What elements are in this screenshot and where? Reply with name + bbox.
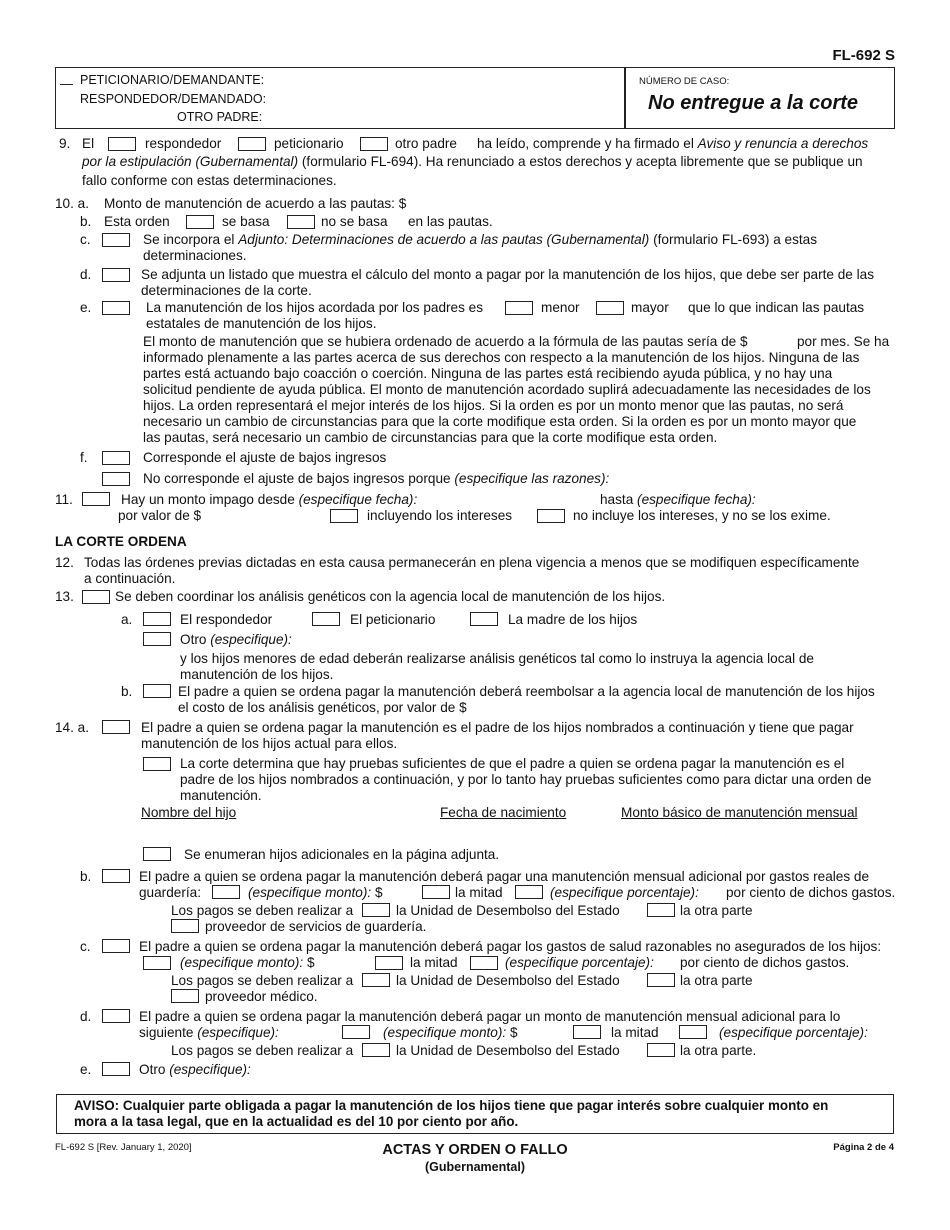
item-9-line-3: fallo conforme con estas determinaciones.	[82, 173, 337, 188]
item-10a-text: Monto de manutención de acuerdo a las pautas: $	[104, 196, 407, 211]
item-13-number: 13.	[55, 589, 74, 604]
item-14d-percent-checkbox[interactable]	[679, 1025, 707, 1039]
item-14b-half-label: la mitad	[455, 885, 503, 900]
item-14d-pay-label: Los pagos se deben realizar a	[171, 1043, 354, 1058]
item-14d-half-label: la mitad	[611, 1025, 659, 1040]
item-14c-sdu-label: la Unidad de Desembolso del Estado	[396, 973, 620, 988]
item-14b-percent-checkbox[interactable]	[515, 885, 543, 899]
item-10f-applies-checkbox[interactable]	[102, 451, 130, 465]
item-10f-not-applies-checkbox[interactable]	[102, 472, 130, 486]
item-13-checkbox[interactable]	[82, 590, 110, 604]
item-10d-label: d.	[80, 267, 92, 282]
item-14c-text: El padre a quien se ordena pagar la manutención deberá pagar los gastos de salud razonables no asegurados de los hijos:	[139, 939, 882, 954]
notice-line-2: mora a la tasa legal, que en la actualidad es del 10 por ciento por año.	[74, 1114, 519, 1129]
footer-title: ACTAS Y ORDEN O FALLO	[382, 1142, 568, 1158]
item-13a-line-2: manutención de los hijos.	[180, 667, 334, 682]
item-9-line-2: por la estipulación (Gubernamental) (formulario FL-694). Ha renunciado a estos derechos y acepta libremente que se publique un	[82, 154, 863, 169]
notice-line-1: AVISO: Cualquier parte obligada a pagar la manutención de los hijos tiene que pagar interés sobre cualquier monto en	[74, 1098, 829, 1113]
item-12-text: Todas las órdenes previas dictadas en esta causa permanecerán en plena vigencia a menos que se modifiquen específicamente	[84, 555, 860, 570]
item-10e-more-checkbox[interactable]	[596, 301, 624, 315]
item-14b-amount-checkbox[interactable]	[212, 885, 240, 899]
item-10e-paragraph-line: informado plenamente a las partes acerca de sus derechos con respecto a la manutención de los hijos. Ninguna de las	[143, 350, 860, 365]
item-10f-not-applies-label: No corresponde el ajuste de bajos ingresos porque (especifique las razones):	[143, 471, 610, 486]
item-10c-text: Se incorpora el Adjunto: Determinaciones de acuerdo a las pautas (Gubernamental) (formulario FL-693) a estas	[143, 232, 818, 247]
item-10f-applies-label: Corresponde el ajuste de bajos ingresos	[143, 450, 387, 465]
item-14c-sdu-checkbox[interactable]	[362, 973, 390, 987]
item-14b-half-checkbox[interactable]	[422, 885, 450, 899]
item-11-number: 11.	[55, 492, 73, 507]
item-13a-respondent-label: El respondedor	[180, 612, 273, 627]
caption-mark	[60, 84, 73, 85]
item-14b-percent-suffix: por ciento de dichos gastos.	[726, 885, 896, 900]
item-14d-other-party-checkbox[interactable]	[647, 1043, 675, 1057]
item-14c-label: c.	[80, 939, 91, 954]
item-14a-evidence-line-2: padre de los hijos nombrados a continuación, y por lo tanto hay pruebas suficientes como para dictar una orden de	[180, 772, 872, 787]
item-14c-amount-label: (especifique monto): $	[180, 955, 315, 970]
item-11-no-interest-checkbox[interactable]	[537, 509, 565, 523]
item-14b-label: b.	[80, 869, 92, 884]
item-14a-line-2: manutención de los hijos actual para ellos.	[141, 736, 398, 751]
item-14b-daycare: guardería:	[139, 885, 201, 900]
item-10d-checkbox[interactable]	[102, 268, 130, 282]
item-10b-label: b.	[80, 214, 92, 229]
additional-children-label: Se enumeran hijos adicionales en la página adjunta.	[184, 847, 500, 862]
item-10c-line-2: determinaciones.	[143, 248, 247, 263]
item-14d-percent-label: (especifique porcentaje):	[719, 1025, 868, 1040]
item-10e-checkbox[interactable]	[102, 301, 130, 315]
item-14a-text: El padre a quien se ordena pagar la manutención es el padre de los hijos nombrados a continuación y tiene que pagar	[141, 720, 854, 735]
item-14c-pay-label: Los pagos se deben realizar a	[171, 973, 354, 988]
item-14d-checkbox[interactable]	[102, 1009, 130, 1023]
item-14d-amount-label: (especifique monto): $	[383, 1025, 518, 1040]
item-13a-other-checkbox[interactable]	[143, 632, 171, 646]
other-parent-label: OTRO PADRE:	[177, 110, 263, 124]
column-header-monthly-amount: Monto básico de manutención mensual	[621, 805, 858, 820]
respondent-label: RESPONDEDOR/DEMANDADO:	[80, 92, 267, 106]
item-9-el: El	[82, 136, 95, 151]
item-12-line-2: a continuación.	[84, 571, 176, 586]
item-14a-evidence-text: La corte determina que hay pruebas suficientes de que el padre a quien se ordena pagar la manutención es el	[180, 756, 845, 771]
item-13b-checkbox[interactable]	[143, 684, 171, 698]
item-14c-half-label: la mitad	[410, 955, 458, 970]
item-14d-sdu-label: la Unidad de Desembolso del Estado	[396, 1043, 620, 1058]
item-10b-based-label: se basa	[222, 214, 270, 229]
item-14c-provider-checkbox[interactable]	[171, 989, 199, 1003]
item-11-until: hasta (especifique fecha):	[600, 492, 756, 507]
item-13a-mother-label: La madre de los hijos	[508, 612, 638, 627]
item-14e-text: Otro (especifique):	[139, 1062, 251, 1077]
item-14c-percent-suffix: por ciento de dichos gastos.	[680, 955, 850, 970]
item-10e-paragraph-line: partes está actuando bajo coacción o coerción. Ninguna de las partes está recibiendo ayuda pública, y no hay una	[143, 366, 833, 381]
item-11-interest-label: incluyendo los intereses	[367, 508, 513, 523]
item-10c-checkbox[interactable]	[102, 233, 130, 247]
item-14b-other-party-label: la otra parte	[680, 903, 753, 918]
item-14c-half-checkbox[interactable]	[375, 956, 403, 970]
item-14d-amount-checkbox[interactable]	[342, 1025, 370, 1039]
item-10e-less-label: menor	[541, 300, 580, 315]
item-14c-other-party-checkbox[interactable]	[647, 973, 675, 987]
item-10e-paragraph-start: El monto de manutención que se hubiera ordenado de acuerdo a la fórmula de las pautas sería de $	[143, 334, 748, 349]
item-14b-text: El padre a quien se ordena pagar la manutención deberá pagar una manutención mensual adicional por gastos reales de	[139, 869, 870, 884]
item-14b-sdu-label: la Unidad de Desembolso del Estado	[396, 903, 620, 918]
item-14b-other-party-checkbox[interactable]	[647, 903, 675, 917]
item-14d-other-party-label: la otra parte.	[680, 1043, 757, 1058]
item-10e-paragraph-line: hijos. La orden representará el mejor interés de los hijos. Si la orden es por un monto menor que las pautas, no será	[143, 398, 844, 413]
item-10e-paragraph-line: solicitud pendiente de ayuda pública. El monto de manutención acordado suplirá adecuadamente las necesidades de los	[143, 382, 871, 397]
item-14d-half-checkbox[interactable]	[573, 1025, 601, 1039]
item-11-amount-label: por valor de $	[118, 508, 202, 523]
item-14c-provider-label: proveedor médico.	[205, 989, 318, 1004]
item-10e-guidelines: que lo que indican las pautas	[688, 300, 865, 315]
item-13a-respondent-checkbox[interactable]	[143, 612, 171, 626]
item-14b-checkbox[interactable]	[102, 869, 130, 883]
footer-revision: FL-692 S [Rev. January 1, 2020]	[55, 1142, 192, 1153]
item-10b-not-based-checkbox[interactable]	[287, 215, 315, 229]
item-10b-text: Esta orden	[104, 214, 170, 229]
item-10b-based-checkbox[interactable]	[186, 215, 214, 229]
item-14d-following: siguiente (especifique):	[139, 1025, 279, 1040]
item-10b-not-based-label: no se basa	[321, 214, 388, 229]
item-11-no-interest-label: no incluye los intereses, y no se los exime.	[573, 508, 831, 523]
item-14b-provider-checkbox[interactable]	[171, 919, 199, 933]
item-10d-line-2: determinaciones de la corte.	[141, 283, 312, 298]
caption-divider	[624, 68, 626, 128]
item-9-other-parent-checkbox[interactable]	[360, 137, 388, 151]
item-10e-label: e.	[80, 300, 92, 315]
item-14b-percent-label: (especifique porcentaje):	[550, 885, 699, 900]
item-14b-sdu-checkbox[interactable]	[362, 903, 390, 917]
item-9-number: 9.	[59, 136, 71, 151]
item-9-other-parent-label: otro padre	[395, 136, 457, 151]
footer-subtitle: (Gubernamental)	[424, 1160, 525, 1174]
do-not-file-note: No entregue a la corte	[648, 92, 859, 114]
item-11-interest-checkbox[interactable]	[330, 509, 358, 523]
item-10e-paragraph-line: las pautas, será necesario un cambio de circunstancias para que la corte modifique esta orden.	[143, 430, 718, 445]
item-14c-other-party-label: la otra parte	[680, 973, 753, 988]
item-14b-pay-label: Los pagos se deben realizar a	[171, 903, 354, 918]
item-14b-amount-label: (especifique monto): $	[248, 885, 383, 900]
court-orders-heading: LA CORTE ORDENA	[55, 534, 187, 549]
item-10b-guidelines: en las pautas.	[408, 214, 493, 229]
item-14a-checkbox[interactable]	[102, 720, 130, 734]
item-14d-label: d.	[80, 1009, 92, 1024]
item-14c-amount-checkbox[interactable]	[143, 956, 171, 970]
item-13a-text: y los hijos menores de edad deberán realizarse análisis genéticos tal como lo instruya la agencia local de	[180, 651, 814, 666]
item-9-petitioner-label: peticionario	[274, 136, 344, 151]
item-14-number: 14. a.	[55, 720, 90, 735]
item-14b-provider-label: proveedor de servicios de guardería.	[205, 919, 427, 934]
column-header-birth-date: Fecha de nacimiento	[440, 805, 567, 820]
item-10-number: 10. a.	[55, 196, 90, 211]
item-13b-label: b.	[121, 684, 133, 699]
item-10d-text: Se adjunta un listado que muestra el cálculo del monto a pagar por la manutención de los hijos, que debe ser parte de las	[141, 267, 875, 282]
item-9-text: ha leído, comprende y ha firmado el Aviso y renuncia a derechos	[477, 136, 869, 151]
item-10c-label: c.	[80, 232, 91, 247]
item-13a-petitioner-checkbox[interactable]	[312, 612, 340, 626]
footer-page-number: Página 2 de 4	[833, 1142, 894, 1153]
item-14a-evidence-checkbox[interactable]	[143, 757, 171, 771]
item-14a-evidence-line-3: manutención.	[180, 788, 262, 803]
item-10e-more-label: mayor	[631, 300, 669, 315]
item-14c-checkbox[interactable]	[102, 939, 130, 953]
item-10e-paragraph-line: necesario un cambio de circunstancias para que la corte modifique esta orden. Si la orden es por un monto mayor que	[143, 414, 857, 429]
item-14e-label: e.	[80, 1062, 92, 1077]
item-13a-petitioner-label: El peticionario	[350, 612, 436, 627]
item-13b-text: El padre a quien se ordena pagar la manutención deberá reembolsar a la agencia local de manutención de los hijos	[178, 684, 875, 699]
item-9-petitioner-checkbox[interactable]	[238, 137, 266, 151]
form-id: FL-692 S	[832, 47, 895, 64]
item-10f-label: f.	[80, 450, 88, 465]
item-10e-less-checkbox[interactable]	[505, 301, 533, 315]
item-10e-text: La manutención de los hijos acordada por los padres es	[146, 300, 484, 315]
item-13b-line-2: el costo de los análisis genéticos, por valor de $	[178, 700, 467, 715]
item-13a-mother-checkbox[interactable]	[470, 612, 498, 626]
item-14d-text: El padre a quien se ordena pagar la manutención deberá pagar un monto de manutención mensual adicional para lo	[139, 1009, 841, 1024]
item-13a-label: a.	[121, 612, 133, 627]
case-number-label: NÚMERO DE CASO:	[639, 76, 730, 87]
petitioner-label: PETICIONARIO/DEMANDANTE:	[80, 73, 265, 87]
item-13-text: Se deben coordinar los análisis genéticos con la agencia local de manutención de los hijos.	[115, 589, 666, 604]
item-9-respondent-label: respondedor	[145, 136, 222, 151]
item-14c-percent-label: (especifique porcentaje):	[505, 955, 654, 970]
item-13a-other-label: Otro (especifique):	[180, 632, 292, 647]
additional-children-checkbox[interactable]	[143, 847, 171, 861]
item-14c-percent-checkbox[interactable]	[470, 956, 498, 970]
item-11-text: Hay un monto impago desde (especifique fecha):	[121, 492, 418, 507]
item-12-number: 12.	[55, 555, 74, 570]
item-9-respondent-checkbox[interactable]	[108, 137, 136, 151]
item-14e-checkbox[interactable]	[102, 1062, 130, 1076]
item-11-checkbox[interactable]	[82, 492, 110, 506]
column-header-child-name: Nombre del hijo	[141, 805, 237, 820]
item-10e-line-2: estatales de manutención de los hijos.	[146, 316, 377, 331]
item-14d-sdu-checkbox[interactable]	[362, 1043, 390, 1057]
item-10e-paragraph-per-month: por mes. Se ha	[797, 334, 890, 349]
